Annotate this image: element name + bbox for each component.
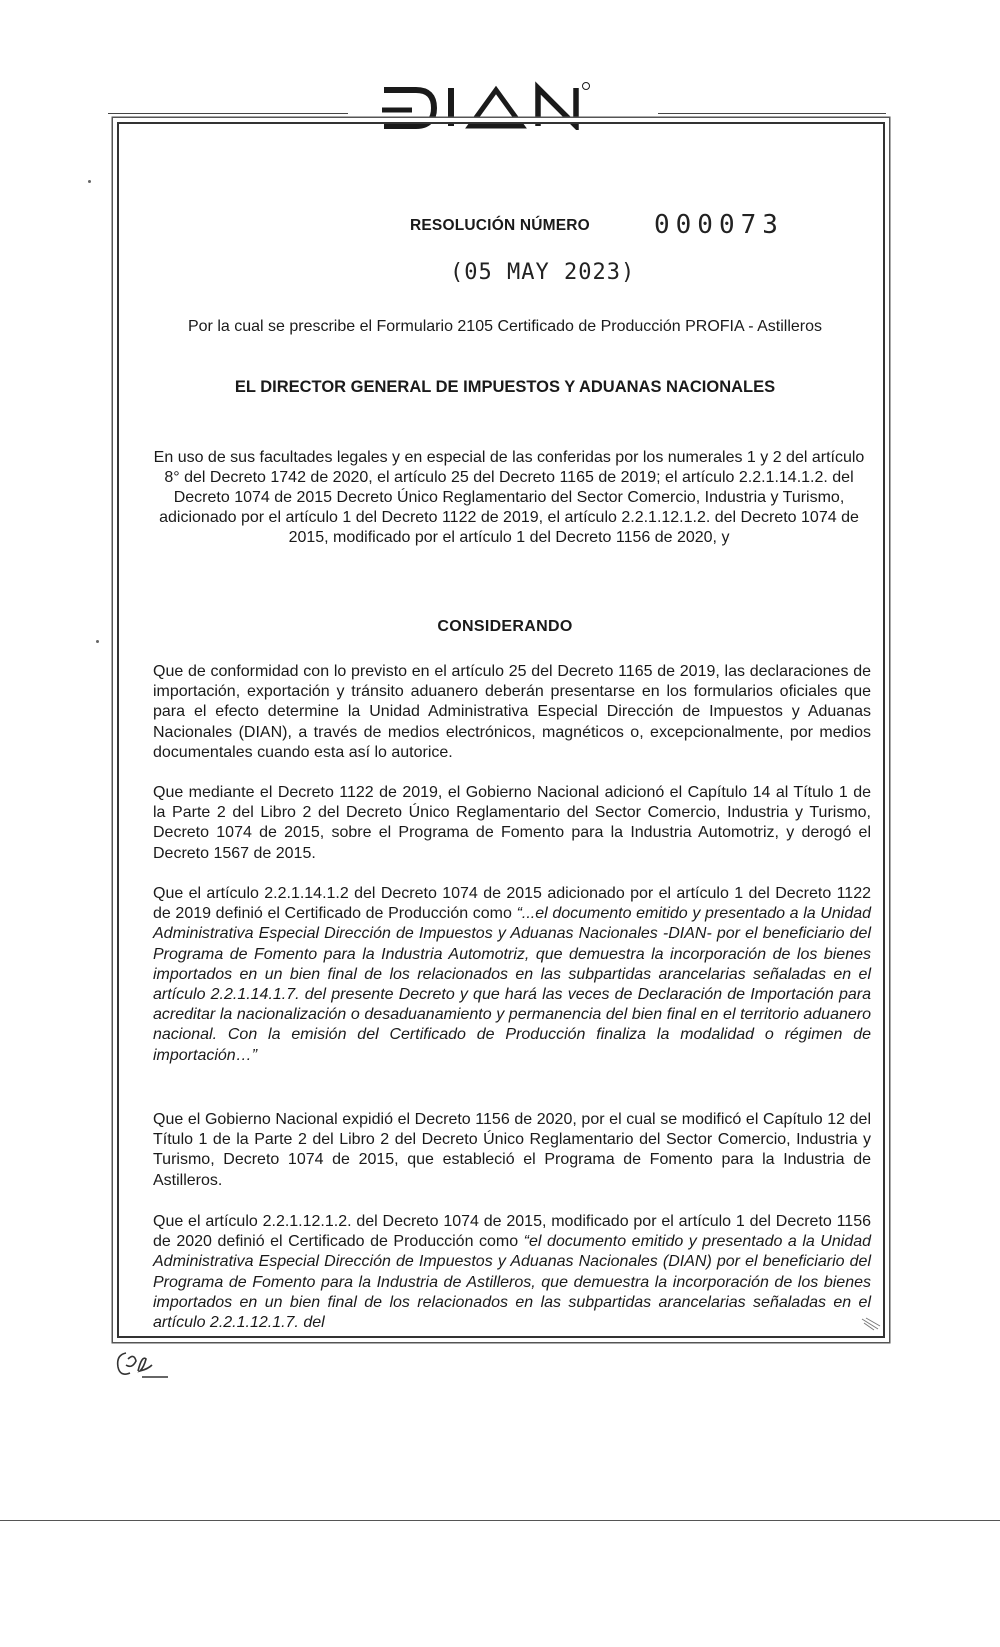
considering-paragraph-2: Que mediante el Decreto 1122 de 2019, el Gobierno Nacional adicionó el Capítulo 14 al Título 1 de la Parte 2 del Libro 2 del Decreto Único Reglamentario del Sector Comercio, Industria y Turismo, Decreto 1074 de 2015, sobre el Programa de Fomento para la Industria Automotriz, y derogó el Decreto 1567 de 2015. xyxy=(153,784,871,862)
header-rule-right xyxy=(658,113,886,114)
resolution-date-stamp: (05 MAY 2023) xyxy=(450,260,636,285)
paragraph-3-intro: Que el artículo 2.2.1.14.1.2 del Decreto 1074 de 2015 adicionado por el artículo 1 del Decreto 1122 de 2019 definió el Certificado de Producción como xyxy=(153,885,871,923)
resolution-subject: Por la cual se prescribe el Formulario 2105 Certificado de Producción PROFIA - Astilleros xyxy=(187,318,823,335)
issuing-authority: EL DIRECTOR GENERAL DE IMPUESTOS Y ADUANAS NACIONALES xyxy=(234,378,776,396)
considering-paragraph-1: Que de conformidad con lo previsto en el artículo 25 del Decreto 1165 de 2019, las declaraciones de importación, exportación y tránsito aduanero deberán presentarse en los formularios oficiales que para el efecto determine la Unidad Administrativa Especial Dirección de Impuestos y Aduanas Nacionales (DIAN), a través de medios electrónicos, magnéticos o, excepcionalmente, por medios documentales cuando esta así lo autorice. xyxy=(153,663,871,761)
paragraph-5-intro: Que el artículo 2.2.1.12.1.2. del Decreto 1074 de 2015, modificado por el artículo 1 del Decreto 1156 de 2020 definió el Certificado de Producción como xyxy=(153,1213,871,1251)
considering-heading: CONSIDERANDO xyxy=(437,618,573,635)
margin-scribble-mark xyxy=(860,1316,882,1332)
scan-speck xyxy=(88,180,91,183)
paragraph-3-quote: “...el documento emitido y presentado a la Unidad Administrativa Especial Dirección de Impuestos y Aduanas Nacionales -DIAN- por el beneficiario del Programa de Fomento para la Industria Automotriz, que demuestra la incorporación de los bienes importados en un bien final de los relacionados en las subpartidas arancelarias señaladas en el artículo 2.2.1.14.1.7. del presente Decreto y que hará las veces de Declaración de Importación para acreditar la nacionalización o desaduanamiento y permanencia del bien final en el territorio aduanero nacional. Con la emisión del Certificado de Producción finaliza la modalidad o régimen de importación…” xyxy=(153,905,872,1064)
considering-paragraph-4: Que el Gobierno Nacional expidió el Decreto 1156 de 2020, por el cual se modificó el Capítulo 12 del Título 1 de la Parte 2 del Libro 2 del Decreto Único Reglamentario del Sector Comercio, Industria y Turismo, Decreto 1074 de 2015, que estableció el Programa de Fomento para la Industria de Astilleros. xyxy=(153,1111,871,1189)
page-bottom-rule xyxy=(0,1520,1000,1521)
handwritten-initials xyxy=(112,1345,172,1385)
header-rule-left xyxy=(108,113,348,114)
considering-paragraph-3 xyxy=(153,884,871,1066)
paragraph-5-quote: “el documento emitido y presentado a la Unidad Administrativa Especial Dirección de Impuestos y Aduanas Nacionales (DIAN) por el beneficiario del Programa de Fomento para la Industria de Astilleros, que demuestra la incorporación de los bienes importados en un bien final de los relacionados en las subpartidas arancelarias señaladas en el artículo 2.2.1.12.1.7. del xyxy=(153,1233,872,1332)
considering-paragraph-5 xyxy=(153,1212,871,1333)
resolution-number-stamp: 000073 xyxy=(654,210,784,240)
resolution-label: RESOLUCIÓN NÚMERO xyxy=(410,217,590,234)
legal-powers-paragraph: En uso de sus facultades legales y en especial de las conferidas por los numerales 1 y 2 del artículo 8° del Decreto 1742 de 2020, el artículo 25 del Decreto 1165 de 2019; el artículo 2.2.1.14.1.2. del Decreto 1074 de 2015 Decreto Único Reglamentario del Sector Comercio, Industria y Turismo, adicionado por el artículo 1 del Decreto 1122 de 2019, el artículo 2.2.1.12.1.2. del Decreto 1074 de 2015, modificado por el artículo 1 del Decreto 1156 de 2020, y xyxy=(153,449,865,546)
scan-speck xyxy=(96,640,99,643)
